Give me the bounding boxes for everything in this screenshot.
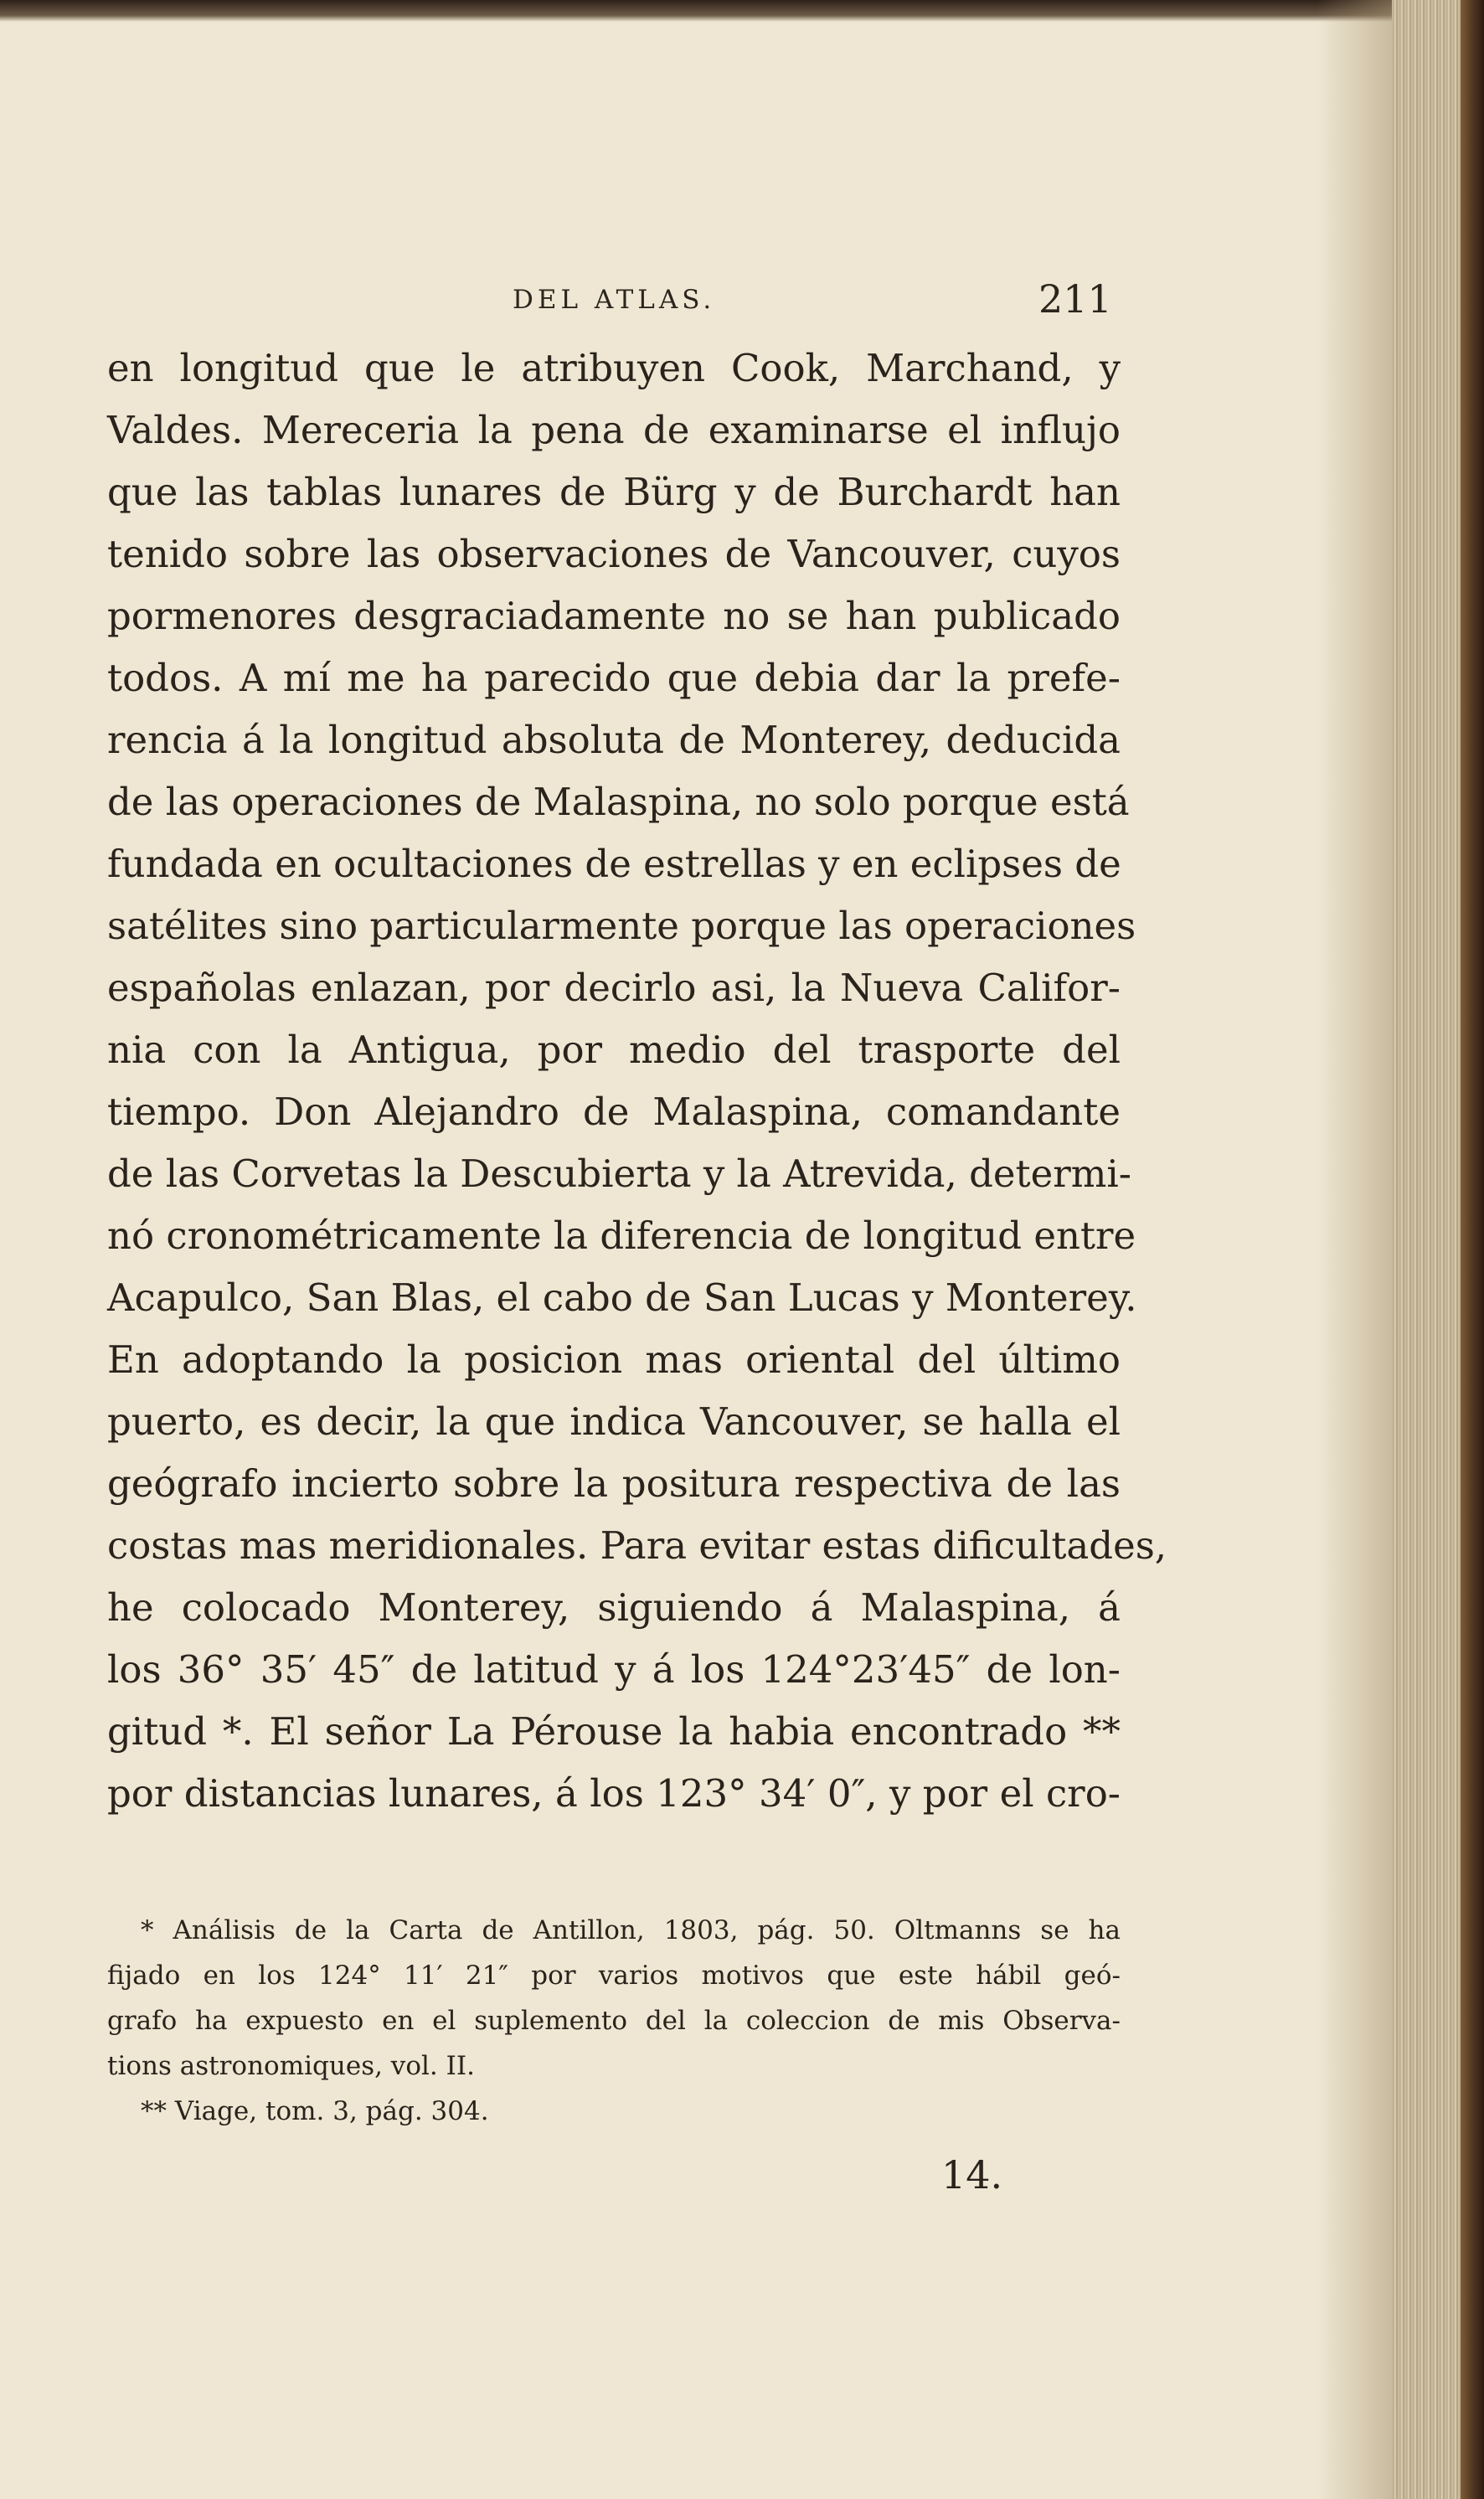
body-line: españolas enlazan, por decirlo asi, la Nueva Califor- xyxy=(107,966,1121,1010)
body-line: en longitud que le atribuyen Cook, Marchand, y xyxy=(107,346,1121,390)
body-line: nó cronométricamente la diferencia de longitud entre xyxy=(107,1213,1136,1258)
body-line: que las tablas lunares de Bürg y de Burchardt han xyxy=(107,470,1121,514)
body-line: todos. A mí me ha parecido que debia dar la prefe- xyxy=(107,656,1121,700)
footnotes xyxy=(107,1908,1121,2134)
body-line: satélites sino particularmente porque las operaciones xyxy=(107,904,1136,948)
body-line: los 36° 35′ 45″ de latitud y á los 124°23′45″ de lon- xyxy=(107,1647,1121,1692)
body-line: tenido sobre las observaciones de Vancouver, cuyos xyxy=(107,532,1121,576)
body-line: En adoptando la posicion mas oriental del último xyxy=(107,1337,1121,1382)
body-line: de las operaciones de Malaspina, no solo porque está xyxy=(107,780,1130,824)
body-line: costas mas meridionales. Para evitar estas dificultades, xyxy=(107,1523,1167,1568)
body-line: nia con la Antigua, por medio del trasporte del xyxy=(107,1028,1121,1072)
page-number: 211 xyxy=(1038,276,1112,322)
footnote-line: tions astronomiques, vol. II. xyxy=(107,2051,475,2081)
body-line: Acapulco, San Blas, el cabo de San Lucas y Monterey. xyxy=(107,1275,1137,1320)
body-line: geógrafo incierto sobre la positura respectiva de las xyxy=(107,1461,1121,1506)
running-title: DEL ATLAS. xyxy=(513,285,716,315)
book-top-edge xyxy=(0,0,1484,22)
signature-mark: 14. xyxy=(941,2152,1003,2198)
footnote-line: fijado en los 124° 11′ 21″ por varios motivos que este hábil geó- xyxy=(107,1961,1121,1991)
footnote-line: grafo ha expuesto en el suplemento del la coleccion de mis Observa- xyxy=(107,2006,1121,2036)
body-line: gitud *. El señor La Pérouse la habia encontrado ** xyxy=(107,1709,1121,1754)
body-line: pormenores desgraciadamente no se han publicado xyxy=(107,594,1121,638)
body-line: puerto, es decir, la que indica Vancouver, se halla el xyxy=(107,1399,1121,1444)
body-line: rencia á la longitud absoluta de Monterey, deducida xyxy=(107,718,1121,762)
body-line: Valdes. Mereceria la pena de examinarse el influjo xyxy=(107,408,1121,452)
footnote-line: * Análisis de la Carta de Antillon, 1803, pág. 50. Oltmanns se ha xyxy=(141,1915,1121,1945)
body-text xyxy=(107,337,1167,1825)
book-binding xyxy=(1461,0,1484,2499)
body-line: he colocado Monterey, siguiendo á Malaspina, á xyxy=(107,1585,1121,1630)
footnote-line: ** Viage, tom. 3, pág. 304. xyxy=(141,2096,489,2126)
body-line: tiempo. Don Alejandro de Malaspina, comandante xyxy=(107,1090,1121,1134)
body-line: de las Corvetas la Descubierta y la Atrevida, determi- xyxy=(107,1152,1131,1196)
body-line: fundada en ocultaciones de estrellas y en eclipses de xyxy=(107,842,1121,886)
running-head xyxy=(0,276,1484,327)
body-line: por distancias lunares, á los 123° 34′ 0″, y por el cro- xyxy=(107,1771,1121,1816)
gutter-shade xyxy=(1317,0,1392,2499)
